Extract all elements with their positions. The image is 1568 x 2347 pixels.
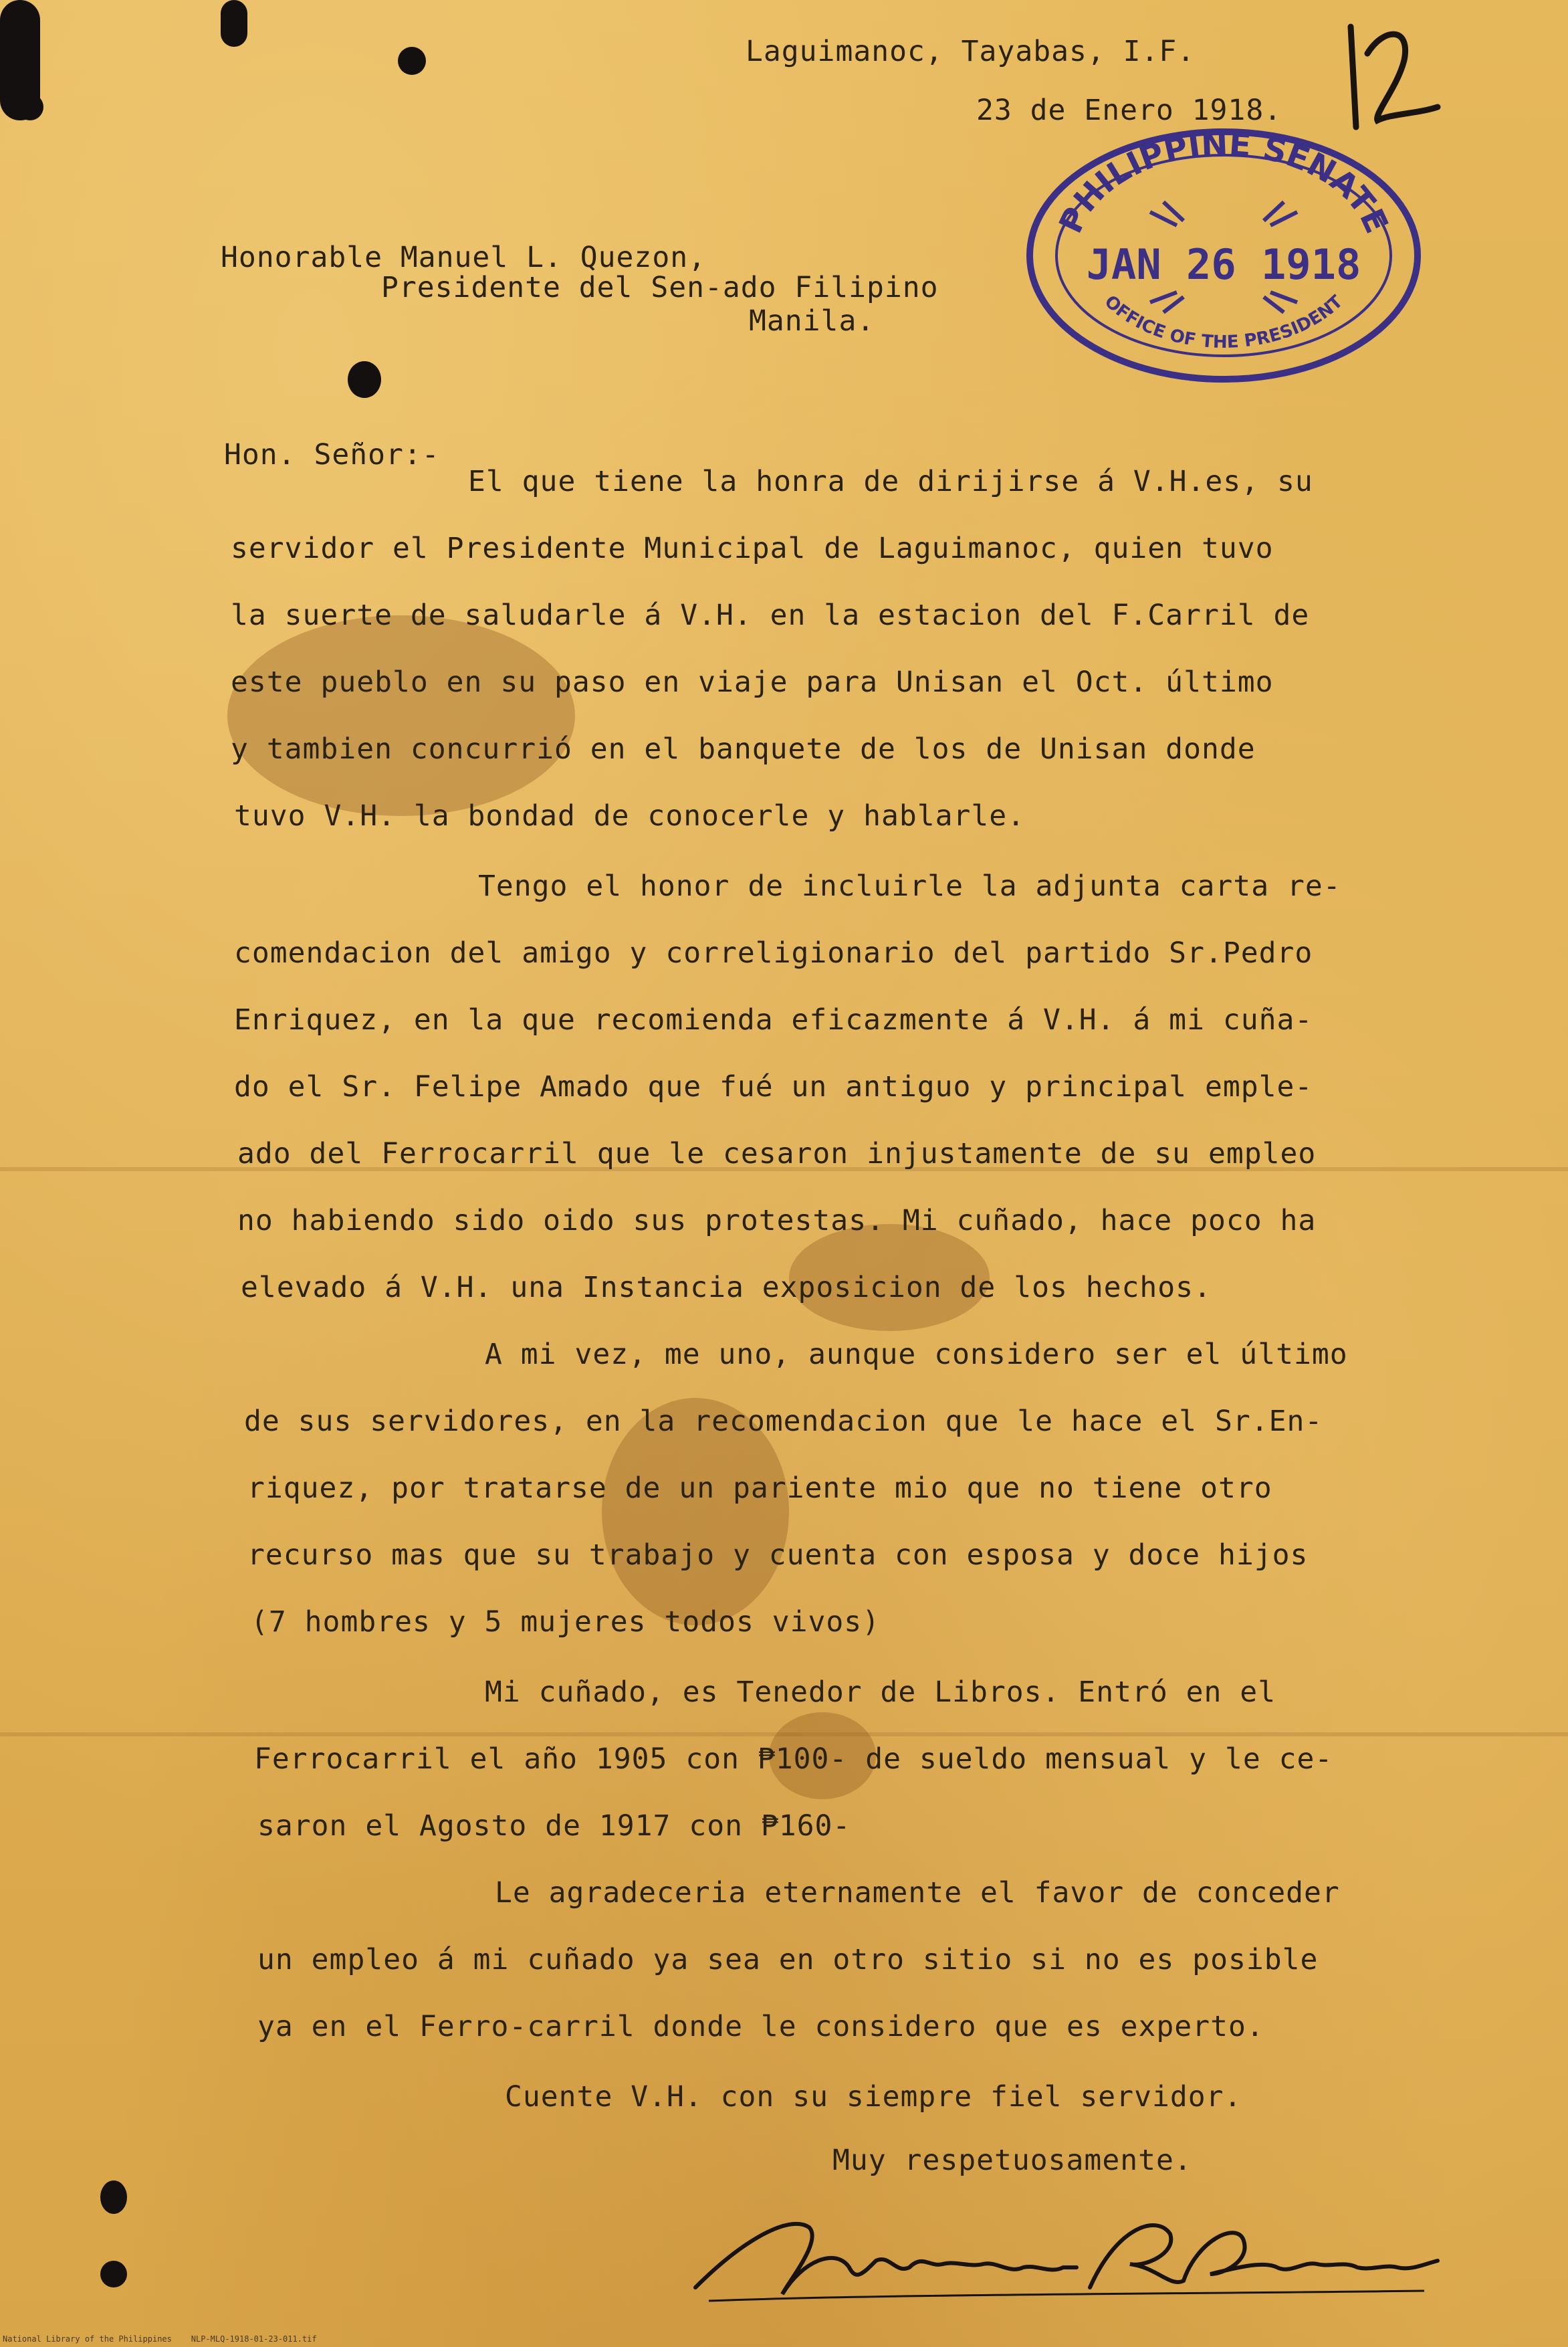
body-line: Tengo el honor de incluirle la adjunta carta re- (478, 870, 1341, 903)
body-line: ado del Ferrocarril que le cesaron injustamente de su empleo (237, 1137, 1317, 1170)
letter-date: 23 de Enero 1918. (976, 94, 1282, 127)
salutation: Hon. Señor:- (224, 438, 440, 472)
stamp-top-text: PHILIPPINE SENATE (1052, 125, 1395, 239)
body-line: saron el Agosto de 1917 con ₱160- (257, 1809, 851, 1843)
body-line: no habiendo sido oido sus protestas. Mi cuñado, hace poco ha (237, 1204, 1317, 1237)
body-line: Ferrocarril el año 1905 con ₱100- de sueldo mensual y le ce- (254, 1742, 1333, 1776)
body-line: elevado á V.H. una Instancia exposicion de los hechos. (241, 1271, 1212, 1304)
body-line: riquez, por tratarse de un pariente mio que no tiene otro (247, 1471, 1272, 1505)
closing-line: Cuente V.H. con su siempre fiel servidor. (505, 2080, 1242, 2114)
ink-blot (348, 361, 381, 398)
archive-footer: National Library of the Philippines NLP-MLQ-1918-01-23-011.tif (3, 2334, 317, 2344)
body-line: tuvo V.H. la bondad de conocerle y hablarle. (234, 799, 1026, 833)
senate-stamp (1023, 122, 1424, 389)
ink-blot (100, 2180, 127, 2214)
ink-blot (100, 2261, 127, 2287)
signature (689, 2201, 1444, 2314)
stamp-date: JAN 26 1918 (1086, 240, 1361, 289)
body-line: comendacion del amigo y correligionario del partido Sr.Pedro (234, 936, 1313, 970)
recipient-line-1: Honorable Manuel L. Quezon, (221, 241, 706, 274)
body-line: un empleo á mi cuñado ya sea en otro sitio si no es posible (257, 1943, 1319, 1976)
body-line: (7 hombres y 5 mujeres todos vivos) (251, 1605, 881, 1639)
body-line: A mi vez, me uno, aunque considero ser el último (485, 1338, 1348, 1371)
body-line: ya en el Ferro-carril donde le considero que es experto. (257, 2010, 1264, 2043)
water-stain (227, 615, 575, 816)
body-line: de sus servidores, en la recomendacion que le hace el Sr.En- (244, 1405, 1323, 1438)
recipient-line-3: Manila. (749, 304, 875, 338)
body-line: Enriquez, en la que recomienda eficazmente á V.H. á mi cuña- (234, 1003, 1313, 1037)
body-line: y tambien concurrió en el banquete de los de Unisan donde (231, 732, 1256, 766)
body-line: do el Sr. Felipe Amado que fué un antiguo y principal emple- (234, 1070, 1313, 1104)
body-line: Le agradeceria eternamente el favor de conceder (495, 1876, 1340, 1910)
body-line: este pueblo en su paso en viaje para Unisan el Oct. último (231, 666, 1274, 699)
body-line: El que tiene la honra de dirijirse á V.H.es, su (468, 465, 1313, 498)
letter-place: Laguimanoc, Tayabas, I.F. (746, 35, 1196, 68)
stamp-bottom-text: OFFICE OF THE PRESIDENT (1100, 292, 1347, 352)
ink-blot (398, 47, 426, 75)
closing-line: Muy respetuosamente. (832, 2144, 1192, 2177)
body-line: servidor el Presidente Municipal de Laguimanoc, quien tuvo (231, 532, 1274, 565)
body-line: la suerte de saludarle á V.H. en la estacion del F.Carril de (231, 599, 1310, 632)
ink-blot (221, 0, 247, 47)
body-line: Mi cuñado, es Tenedor de Libros. Entró en el (485, 1675, 1276, 1709)
ink-blot (17, 94, 43, 120)
recipient-line-2: Presidente del Sen-ado Filipino (381, 271, 939, 304)
body-line: recurso mas que su trabajo y cuenta con esposa y doce hijos (247, 1538, 1309, 1572)
